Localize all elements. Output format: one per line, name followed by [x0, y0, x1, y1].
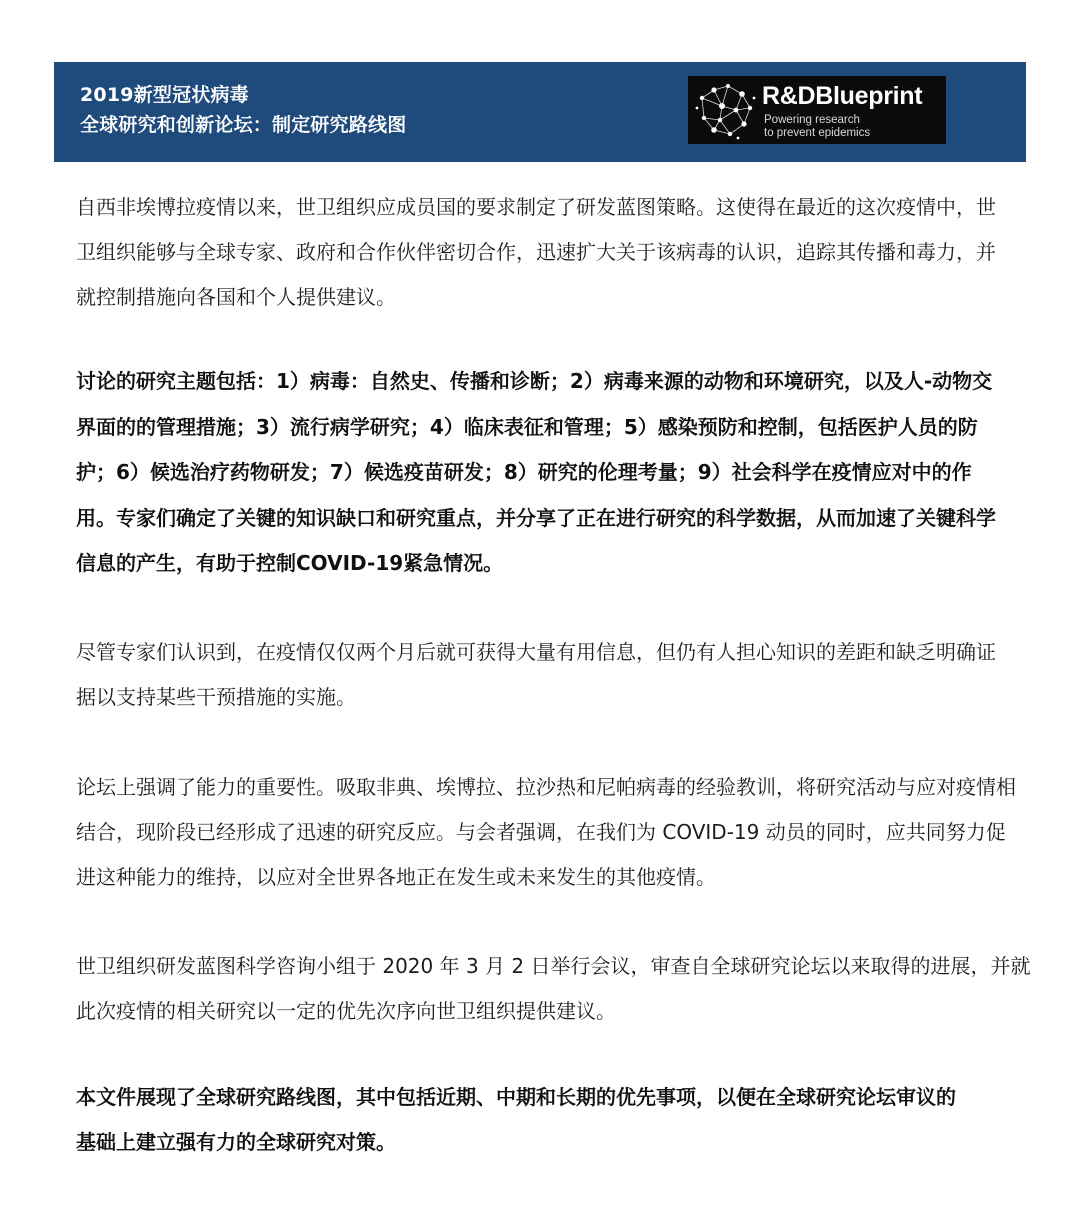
paragraph-advisory-group: 世卫组织研发蓝图科学咨询小组于 2020 年 3 月 2 日举行会议，审查自全球研究论坛以来取得的进展，并就此次疫情的相关研究以一定的优先次序向世卫组织提供建议。: [76, 954, 1031, 1023]
document-header: [54, 62, 1026, 162]
logo-name: R&DBlueprint: [762, 82, 923, 110]
paragraph-capacity: 论坛上强调了能力的重要性。吸取非典、埃博拉、拉沙热和尼帕病毒的经验教训，将研究活动与应对疫情相结合，现阶段已经形成了迅速的研究反应。与会者强调，在我们为 COVID-19 动员的同时，应共同努力促进这种能力的维持，以应对全世界各地正在发生或未来发生的其他疫情。: [76, 775, 1016, 889]
paragraph-background: 自西非埃博拉疫情以来，世卫组织应成员国的要求制定了研发蓝图策略。这使得在最近的这次疫情中，世卫组织能够与全球专家、政府和合作伙伴密切合作，迅速扩大关于该病毒的认识，追踪其传播和毒力，并就控制措施向各国和个人提供建议。: [76, 195, 996, 309]
network-globe-icon: [692, 78, 758, 142]
header-title: [80, 80, 406, 140]
paragraph-document-purpose: 本文件展现了全球研究路线图，其中包括近期、中期和长期的优先事项，以便在全球研究论坛审议的基础上建立强有力的全球研究对策。: [76, 1085, 956, 1154]
logo-tagline: [764, 114, 870, 140]
logo-tagline-line1: Powering research: [764, 114, 860, 126]
rd-blueprint-logo: [688, 76, 946, 144]
header-title-line1: 2019新型冠状病毒: [80, 84, 249, 106]
paragraph-research-topics: 讨论的研究主题包括：1）病毒：自然史、传播和诊断；2）病毒来源的动物和环境研究，以及人-动物交界面的的管理措施；3）流行病学研究；4）临床表征和管理；5）感染预防和控制，包括医护人员的防护；6）候选治疗药物研发；7）候选疫苗研发；8）研究的伦理考量；9）社会科学在疫情应对中的作用。专家们确定了关键的知识缺口和研究重点，并分享了正在进行研究的科学数据，从而加速了关键科学信息的产生，有助于控制COVID-19紧急情况。: [76, 369, 996, 575]
paragraph-knowledge-gaps: 尽管专家们认识到，在疫情仅仅两个月后就可获得大量有用信息，但仍有人担心知识的差距和缺乏明确证据以支持某些干预措施的实施。: [76, 640, 996, 709]
logo-tagline-line2: to prevent epidemics: [764, 127, 871, 139]
header-title-line2: 全球研究和创新论坛：制定研究路线图: [80, 114, 407, 136]
